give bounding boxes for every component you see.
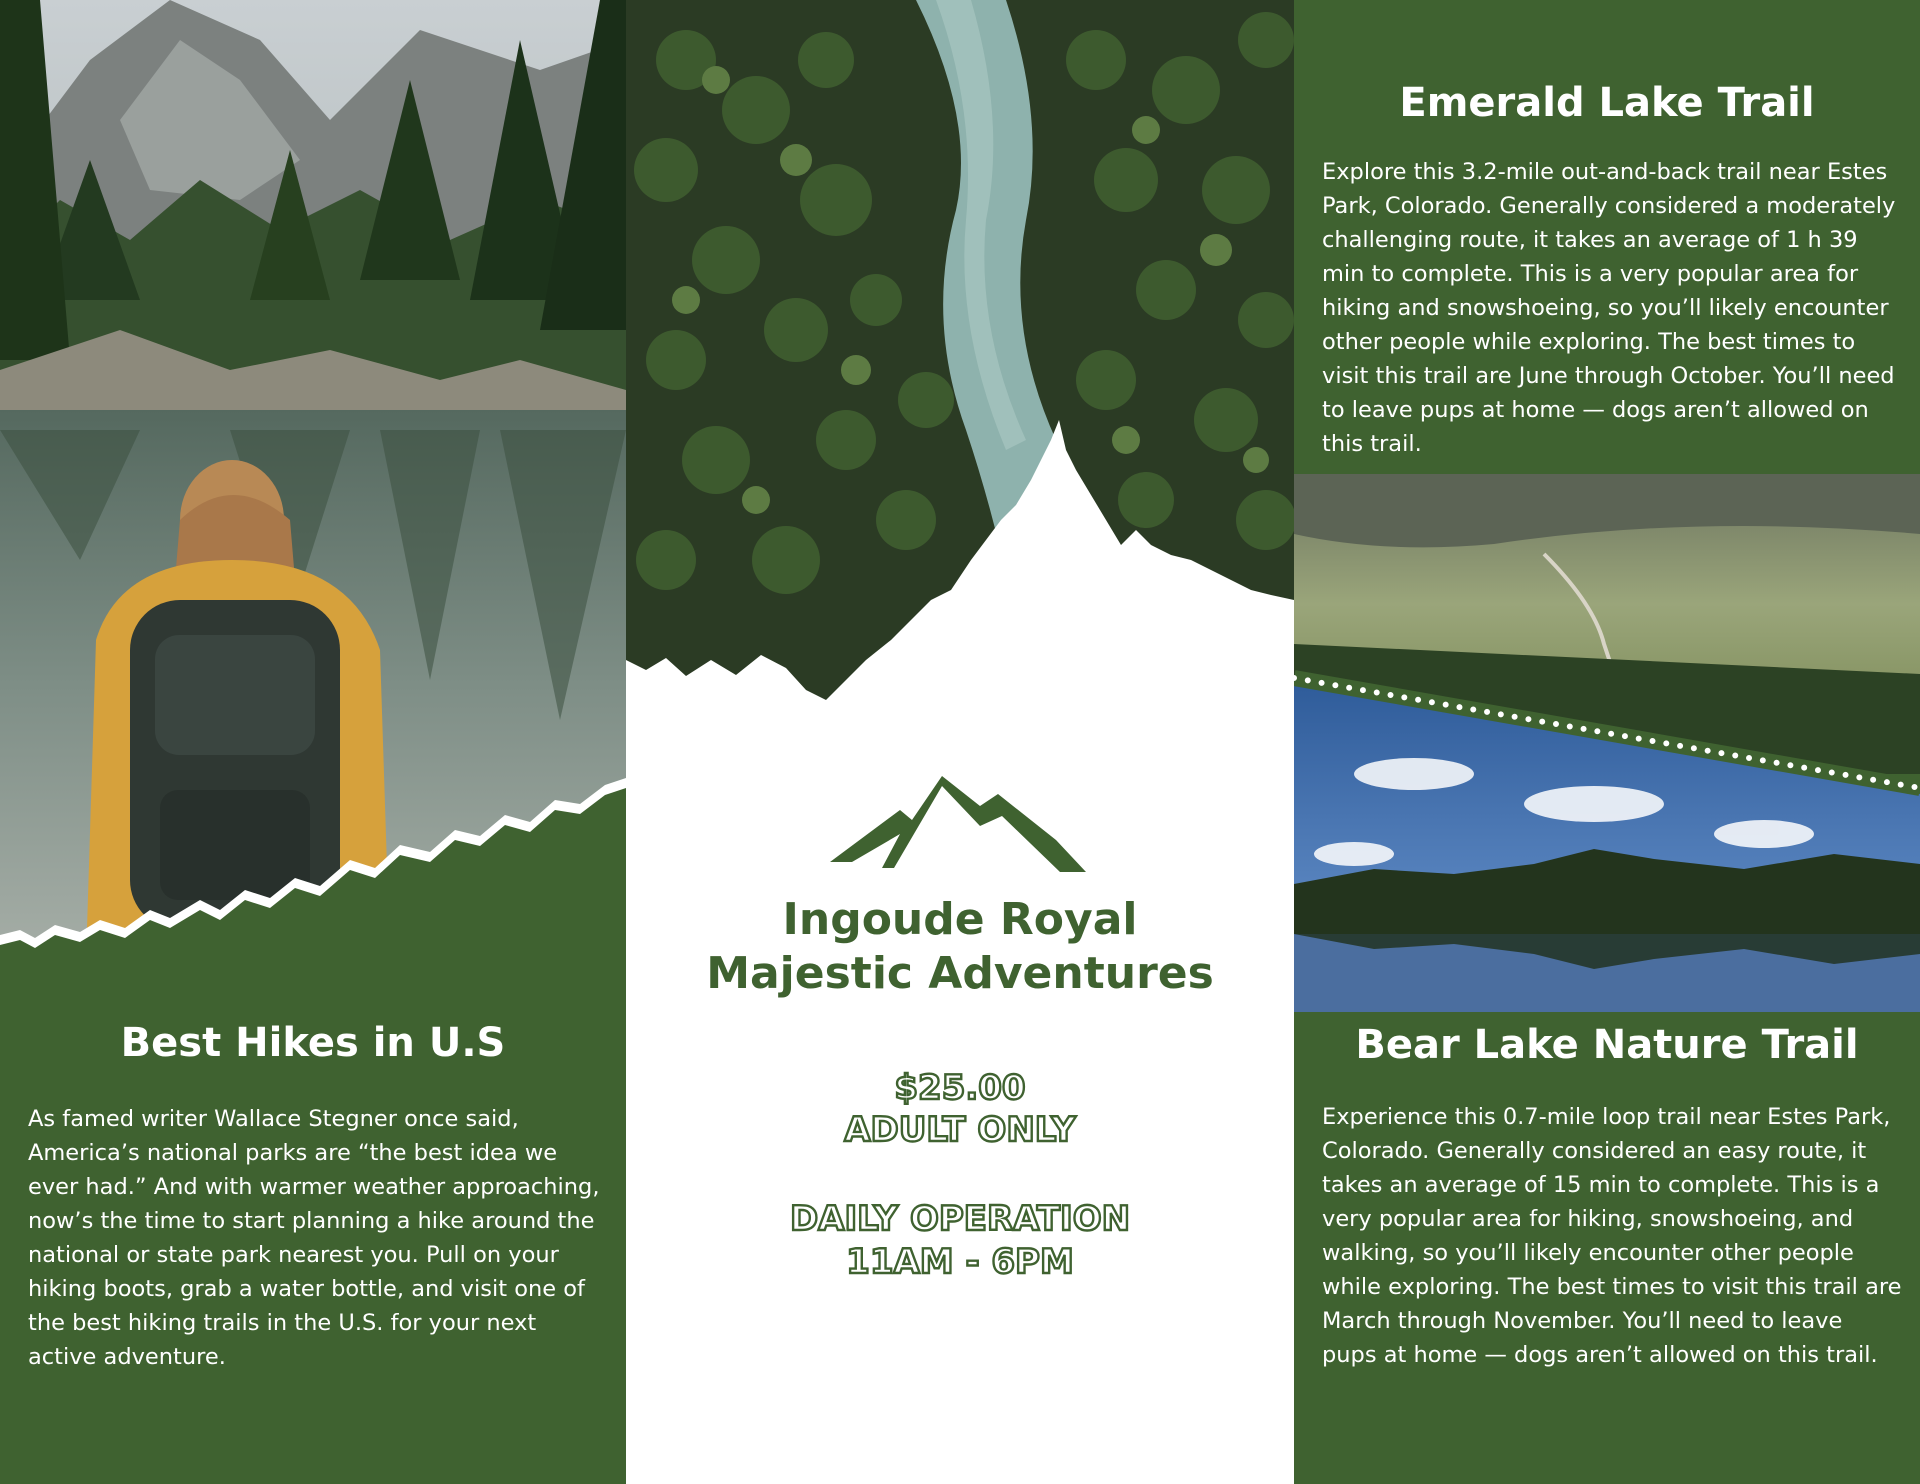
left-panel-title: Best Hikes in U.S	[120, 1020, 506, 1066]
brand-line-1: Ingoude Royal	[782, 894, 1138, 945]
emerald-lake-title: Emerald Lake Trail	[1399, 80, 1815, 126]
bear-lake-title: Bear Lake Nature Trail	[1355, 1022, 1859, 1068]
emerald-lake-body: Explore this 3.2-mile out-and-back trail near Estes Park, Colorado. Generally considered a moderately challenging route, it takes an average of 1 h 39 min to complete. This is a very popular area for hiking and snowshoeing, so you’ll likely encounter other people while exploring. The best times to visit this trail are June through October. You’ll need to leave pups at home — dogs aren’t allowed on this trail.	[1322, 159, 1896, 457]
left-panel	[0, 0, 626, 1484]
audience-label: ADULT ONLY	[844, 1110, 1076, 1150]
trail-landscape-photos	[1294, 474, 1920, 1012]
torn-paper-edge	[0, 760, 626, 960]
brand-line-2: Majestic Adventures	[706, 948, 1214, 999]
middle-panel	[626, 0, 1294, 1484]
bear-lake-body: Experience this 0.7-mile loop trail near Estes Park, Colorado. Generally considered an easy route, it takes an average of 15 min to complete. This is a very popular area for hiking, snowshoeing, and walking, so you’ll likely encounter other people while exploring. The best times to visit this trail are March through November. You’ll need to leave pups at home — dogs aren’t allowed on this trail.	[1322, 1104, 1902, 1368]
operation-label: DAILY OPERATION	[789, 1199, 1131, 1239]
forest-river-aerial-photo	[626, 0, 1294, 720]
price-label: $25.00	[894, 1068, 1026, 1108]
brand-title	[626, 893, 1294, 1001]
mountain-logo-icon	[830, 776, 1090, 876]
right-panel	[1294, 0, 1920, 1484]
operation-hours: 11AM - 6PM	[846, 1242, 1074, 1282]
left-panel-body: As famed writer Wallace Stegner once said, America’s national parks are “the best idea we ever had.” And with warmer weather approaching, now’s the time to start planning a hike around the national or state park nearest you. Pull on your hiking boots, grab a water bottle, and visit one of the best hiking trails in the U.S. for your next active adventure.	[28, 1106, 600, 1370]
